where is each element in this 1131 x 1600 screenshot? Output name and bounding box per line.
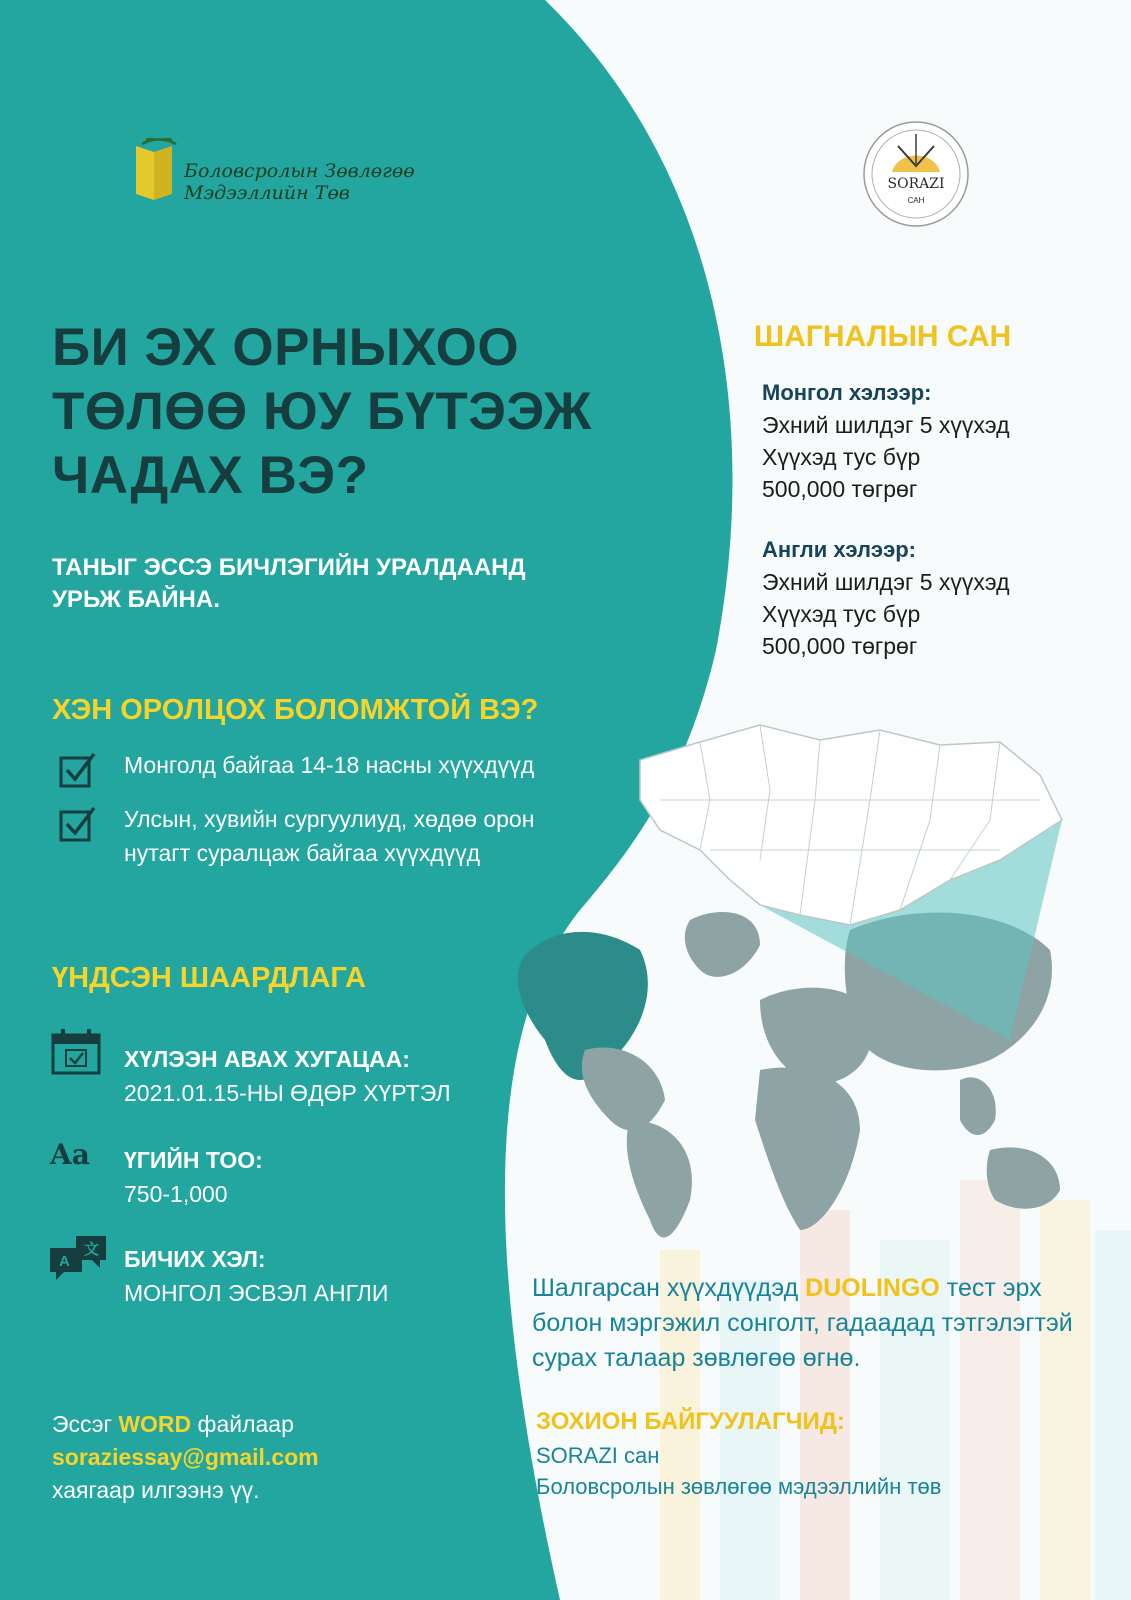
headline-line-1: БИ ЭХ ОРНЫХОО <box>52 318 520 377</box>
invite-line-2: УРЬЖ БАЙНА. <box>52 586 220 613</box>
prize-english-line-1: Эхний шилдэг 5 хүүхэд <box>762 569 1010 595</box>
prize-mongolian-line-1: Эхний шилдэг 5 хүүхэд <box>762 412 1010 438</box>
submission-format: WORD <box>118 1411 192 1437</box>
prize-english-line-2: Хүүхэд тус бүр <box>762 601 921 627</box>
deadline-label: ХҮЛЭЭН АВАХ ХУГАЦАА: <box>124 1046 410 1072</box>
headline-line-3: ЧАДАХ ВЭ? <box>52 446 369 505</box>
translate-icon <box>46 1234 110 1282</box>
calendar-icon <box>50 1028 104 1076</box>
checkbox-checked-icon <box>58 804 98 844</box>
submission-suffix: файлаар <box>191 1411 294 1437</box>
sorazi-logo-name: SORAZI <box>887 176 945 192</box>
word-count-value: 750-1,000 <box>124 1181 228 1207</box>
svg-text:A: A <box>59 1253 70 1270</box>
requirements-heading: ҮНДСЭН ШААРДЛАГА <box>52 962 366 994</box>
submission-closing: хаягаар илгээнэ үү. <box>52 1477 260 1503</box>
checkbox-checked-icon <box>58 750 98 790</box>
prize-heading: ШАГНАЛЫН САН <box>754 320 1012 353</box>
logo-line-2: Мэдээллийн Төв <box>184 182 350 204</box>
duolingo-text-2: тест эрх болон мэргэжил сонголт, гадаадад тэтгэлэгтэй сурах талаар зөвлөгөө өгнө. <box>532 1274 1073 1372</box>
sorazi-logo-sub: САН <box>907 196 925 205</box>
organizers-heading: ЗОХИОН БАЙГУУЛАГЧИД: <box>536 1408 845 1435</box>
language-value: МОНГОЛ ЭСВЭЛ АНГЛИ <box>124 1280 389 1306</box>
invite-subheading <box>52 552 612 616</box>
prize-english-title: Англи хэлээр: <box>762 537 916 562</box>
prize-english-line-3: 500,000 төгрөг <box>762 633 918 659</box>
education-center-logo <box>132 138 442 208</box>
organizer-1: SORAZI сан <box>536 1443 660 1468</box>
eligibility-item <box>58 748 678 788</box>
organizer-2: Боловсролын зөвлөгөө мэдээллийн төв <box>536 1474 942 1499</box>
headline-line-2: ТӨЛӨӨ ЮУ БҮТЭЭЖ <box>52 382 592 441</box>
main-headline <box>52 316 652 508</box>
eligibility-item-line-1: Улсын, хувийн сургуулиуд, хөдөө орон <box>124 806 535 832</box>
prize-mongolian-line-2: Хүүхэд тус бүр <box>762 444 921 470</box>
submission-email-link[interactable]: soraziessay@gmail.com <box>52 1444 319 1470</box>
eligibility-item-text <box>124 802 684 870</box>
language-label: БИЧИХ ХЭЛ: <box>124 1246 266 1272</box>
duolingo-offer <box>532 1271 1112 1376</box>
eligibility-item <box>58 802 678 874</box>
sorazi-logo <box>862 120 970 228</box>
svg-text:文: 文 <box>84 1240 100 1258</box>
word-count-label: ҮГИЙН ТОО: <box>124 1147 263 1173</box>
submission-info <box>52 1408 472 1507</box>
eligibility-item-text: Монголд байгаа 14-18 насны хүүхдүүд <box>124 752 535 778</box>
font-size-icon: Aa <box>50 1138 90 1171</box>
duolingo-highlight: DUOLINGO <box>805 1274 940 1302</box>
book-logo-icon <box>132 138 180 204</box>
prize-mongolian-line-3: 500,000 төгрөг <box>762 476 918 502</box>
logo-line-1: Боловсролын Зөвлөгөө <box>184 160 415 182</box>
submission-prefix: Эссэг <box>52 1411 119 1437</box>
sorazi-seal-icon <box>862 120 970 228</box>
eligibility-item-line-2: нутагт суралцаж байгаа хүүхдүүд <box>124 840 481 866</box>
duolingo-text-1: Шалгарсан хүүхдүүдэд <box>532 1274 806 1302</box>
eligibility-heading: ХЭН ОРОЛЦОХ БОЛОМЖТОЙ ВЭ? <box>52 694 539 726</box>
deadline-value: 2021.01.15-НЫ ӨДӨР ХҮРТЭЛ <box>124 1080 451 1106</box>
prize-mongolian-title: Монгол хэлээр: <box>762 380 932 405</box>
invite-line-1: ТАНЫГ ЭССЭ БИЧЛЭГИЙН УРАЛДААНД <box>52 554 526 581</box>
